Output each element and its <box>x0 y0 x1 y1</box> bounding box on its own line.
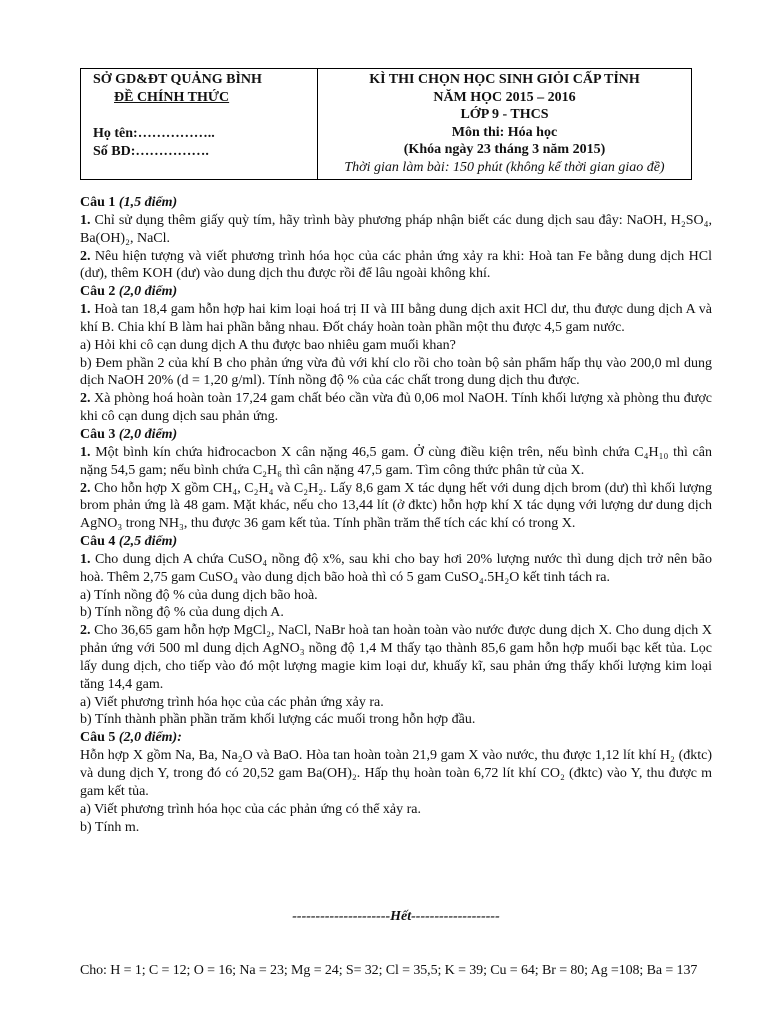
subject: Môn thi: Hóa học <box>451 124 558 140</box>
sub-question: b) Tính m. <box>80 819 140 835</box>
exam-date: (Khóa ngày 23 tháng 3 năm 2015) <box>403 142 606 158</box>
part-text: Chỉ sử dụng thêm giấy quỳ tím, hãy trình bày phương pháp nhận biết các dung dịch sau đây: NaOH, H₂SO₄, Ba(OH)₂, NaCl. <box>80 212 713 246</box>
question-title: Câu 5 <box>80 730 116 746</box>
part-text: Hoà tan 18,4 gam hỗn hợp hai kim loại hoá trị II và III bằng dung dịch axit HCl dư, thu được dung dịch A và khí B. Chia khí B làm hai phần bằng nhau. Đốt cháy hoàn toàn phần một thu được 4,5 gam nước. <box>80 302 712 335</box>
question-points: (1,5 điểm) <box>118 195 178 210</box>
part-text: Cho hỗn hợp X gồm CH₄, C₂H₄ và C₂H₂. Lấy 8,6 gam X tác dụng hết với dung dịch brom (dư) thì khối lượng brom phản ứng là 48 gam. Mặt khác, nếu cho 13,44 lít (ở đktc) hỗn hợp khí X tác dụng với lượng dư dung dịch AgNO₃ trong NH₃, thu được 36 gam kết tủa. Tính phần trăm thể tích các khí có trong X. <box>80 480 713 532</box>
atomic-masses-note: Cho: H = 1; C = 12; O = 16; Na = 23; Mg = 24; S= 32; Cl = 35,5; K = 39; Cu = 64; Br = 80; Ag =108; Ba = 137 <box>80 963 698 978</box>
question-part <box>80 248 712 284</box>
sub-question: a) Viết phương trình hóa học của các phản ứng xảy ra. <box>80 694 384 710</box>
part-number: 1. <box>80 212 91 228</box>
part-number: 1. <box>80 551 91 567</box>
sub-question: a) Tính nồng độ % của dung dịch bão hoà. <box>80 587 318 603</box>
part-number: 2. <box>80 480 91 496</box>
question-points: (2,0 điểm) <box>118 426 178 442</box>
sub-question: b) Tính nồng độ % của dung dịch A. <box>80 605 284 621</box>
official-label: ĐỀ CHÍNH THỨC <box>114 89 230 105</box>
question-title: Câu 2 <box>80 284 116 300</box>
exam-content <box>80 194 712 836</box>
question-title: Câu 3 <box>80 426 116 442</box>
part-number: 1. <box>80 302 91 318</box>
question-part <box>80 444 712 480</box>
grade-level: LỚP 9 - THCS <box>460 107 549 123</box>
header-right <box>318 69 691 179</box>
candidate-number-field: Số BD:……………. <box>93 143 209 159</box>
question-points: (2,0 điểm) <box>118 284 178 300</box>
question-title: Câu 4 <box>80 534 116 550</box>
question-heading <box>80 729 712 747</box>
part-number: 2. <box>80 391 91 407</box>
candidate-name-field: Họ tên:…………….. <box>93 126 215 142</box>
question-points: (2,0 điểm): <box>118 730 182 746</box>
part-text: Một bình kín chứa hiđrocacbon X cân nặng 46,5 gam. Ở cùng điều kiện trên, nếu bình chứa C₄H₁₀ thì cân nặng 54,5 gam; nếu bình chứa C₂H₆ thì cân nặng 47,5 gam. Tìm công thức phân tử của X. <box>80 444 712 478</box>
part-text: Cho 36,65 gam hỗn hợp MgCl₂, NaCl, NaBr hoà tan hoàn toàn vào nước được dung dịch X. Cho dung dịch X phản ứng với 500 ml dung dịch AgNO₃ nồng độ 1,4 M thấy tạo thành 85,6 gam hỗn hợp muối bạc kết tủa. Lọc lấy dung dịch, cho tiếp vào đó một lượng magie kim loại dư, khuấy kĩ, sau phản ứng thấy khối lượng kim loại tăng 14,4 gam. <box>80 623 712 692</box>
sub-question: a) Viết phương trình hóa học của các phản ứng có thể xảy ra. <box>80 801 422 817</box>
department-name: SỞ GD&ĐT QUẢNG BÌNH <box>93 72 262 87</box>
question-part <box>80 301 712 337</box>
sub-question: a) Hỏi khi cô cạn dung dịch A thu được bao nhiêu gam muối khan? <box>80 337 456 353</box>
sub-question: b) Tính thành phần phần trăm khối lượng các muối trong hỗn hợp đầu. <box>80 712 476 728</box>
end-marker: ---------------------Hết------------------- <box>292 909 500 924</box>
question-heading <box>80 533 712 551</box>
question-part <box>80 480 712 534</box>
part-text: Nêu hiện tượng và viết phương trình hóa học của các phản ứng xảy ra khi: Hoà tan Fe bằng dung dịch HCl (dư), thêm KOH (dư) vào dung dịch thu được rồi để lâu ngoài không khí. <box>80 248 713 282</box>
header-left <box>81 69 318 179</box>
question-part <box>80 212 712 248</box>
exam-header <box>80 68 692 180</box>
question-part <box>80 551 712 587</box>
question-heading <box>80 194 712 212</box>
exam-duration: Thời gian làm bài: 150 phút (không kể thời gian giao đề) <box>344 159 665 175</box>
question-heading <box>80 426 712 444</box>
question-part <box>80 390 712 426</box>
part-number: 2. <box>80 248 91 264</box>
exam-title: KÌ THI CHỌN HỌC SINH GIỎI CẤP TỈNH <box>369 72 640 87</box>
question-points: (2,5 điểm) <box>118 534 178 550</box>
part-number: 1. <box>80 444 91 460</box>
part-text: Cho dung dịch A chứa CuSO₄ nồng độ x%, sau khi cho bay hơi 20% lượng nước thì dung dịch trở nên bão hoà. Thêm 2,75 gam CuSO₄ vào dung dịch bão hoà thì có 5 gam CuSO₄.5H₂O kết tinh tách ra. <box>80 551 712 585</box>
part-number: 2. <box>80 623 91 639</box>
question-heading <box>80 283 712 301</box>
question-title: Câu 1 <box>80 195 116 210</box>
question-text: Hỗn hợp X gồm Na, Ba, Na₂O và BaO. Hòa tan hoàn toàn 21,9 gam X vào nước, thu được 1,12 lít khí H₂ (đktc) và dung dịch Y, trong đó có 20,52 gam Ba(OH)₂. Hấp thụ hoàn toàn 6,72 lít khí CO₂ (đktc) vào Y, thu được m gam kết tủa. <box>80 748 712 799</box>
sub-question: b) Đem phần 2 của khí B cho phản ứng vừa đủ với khí clo rồi cho toàn bộ sản phẩm hấp thụ vào 200,0 ml dung dịch NaOH 20% (d = 1,20 g/ml). Tính nồng độ % của các chất trong dung dịch thu được. <box>80 355 712 389</box>
part-text: Xà phòng hoá hoàn toàn 17,24 gam chất béo cần vừa đủ 0,06 mol NaOH. Tính khối lượng xà phòng thu được khi cô cạn dung dịch sau phản ứng. <box>80 391 713 425</box>
question-part <box>80 622 712 693</box>
school-year: NĂM HỌC 2015 – 2016 <box>433 89 576 105</box>
